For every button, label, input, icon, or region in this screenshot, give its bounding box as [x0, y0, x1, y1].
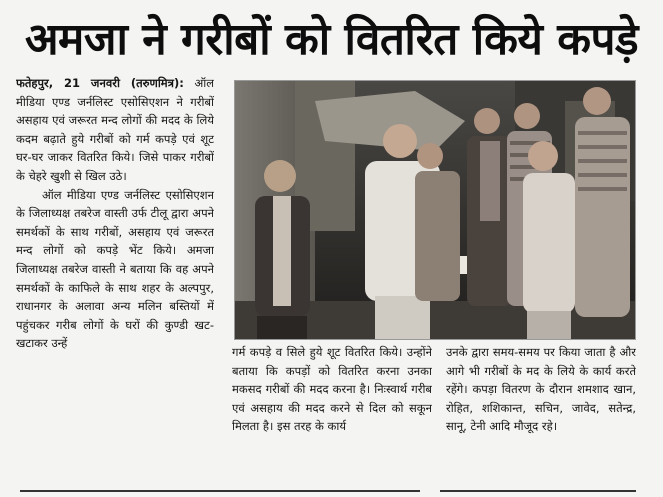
article-column-3 — [446, 343, 636, 493]
news-photo — [234, 80, 636, 340]
dateline: फतेहपुर, 21 जनवरी (तरुणमित्र): — [16, 76, 184, 90]
article-paragraph-3: गर्म कपड़े व सिले हुये शूट वितरित किये। उन्होंने बताया कि कपड़ों को वितरित करना उनका मकसद गरीबों की मदद करना है। निःस्वार्थ गरीब एवं असहाय की मदद करने से दिल को सकून मिलता है। इस तरह के कार्य — [232, 345, 432, 434]
bottom-rule-right — [440, 490, 636, 492]
article-column-1 — [16, 74, 214, 492]
news-photo-image — [235, 81, 636, 340]
person-back-right — [467, 108, 512, 306]
article-paragraph-4: उनके द्वारा समय-समय पर किया जाता है और आगे भी गरीबों के मद के लिये के कार्य करते रहेंगे। कपड़ा वितरण के दौरान शमशाद खान, रोहित, शशिकान्त, सचिन, जावेद, सतेन्द्र, सानू, टेनी आदि मौजूद रहे। — [446, 345, 636, 434]
article-column-2 — [232, 343, 432, 493]
article-paragraph-1: ऑल मीडिया एण्ड जर्नलिस्ट एसोसिएशन ने गरीबों असहाय एवं जरूरत मन्द लोगों की मदद के लिये कदम बढ़ाते हुये गरीबों को गर्म कपड़े एवं शूट घर-घर जाकर वितरित किये। जिसे पाकर गरीबों के चेहरे खुशी से खिल उठे। — [16, 76, 214, 183]
person-far-right — [575, 87, 630, 317]
headline: अमजा ने गरीबों को वितरित किये कपड़े — [24, 14, 639, 65]
article-paragraph-2: ऑल मीडिया एण्ड जर्नलिस्ट एसोसिएशन के जिलाध्यक्ष तबरेज वास्ती उर्फ टीलू द्वारा अपने समर्थकों के साथ गरीबों, असहाय एवं जरूरत मन्द लोगों को कपड़े भेंट किये। अमजा जिलाध्यक्ष तबरेज वास्ती ने बताया कि वह अपने समर्थकों के काफिले के साथ शहर के अल्पपुर, राधानगर के अलावा अन्य मलिन बस्तियों में पहुंचकर गरीब लोगों के घरों की कुण्डी खट-खटाकर उन्हें — [16, 187, 214, 351]
bottom-rule — [20, 490, 420, 492]
